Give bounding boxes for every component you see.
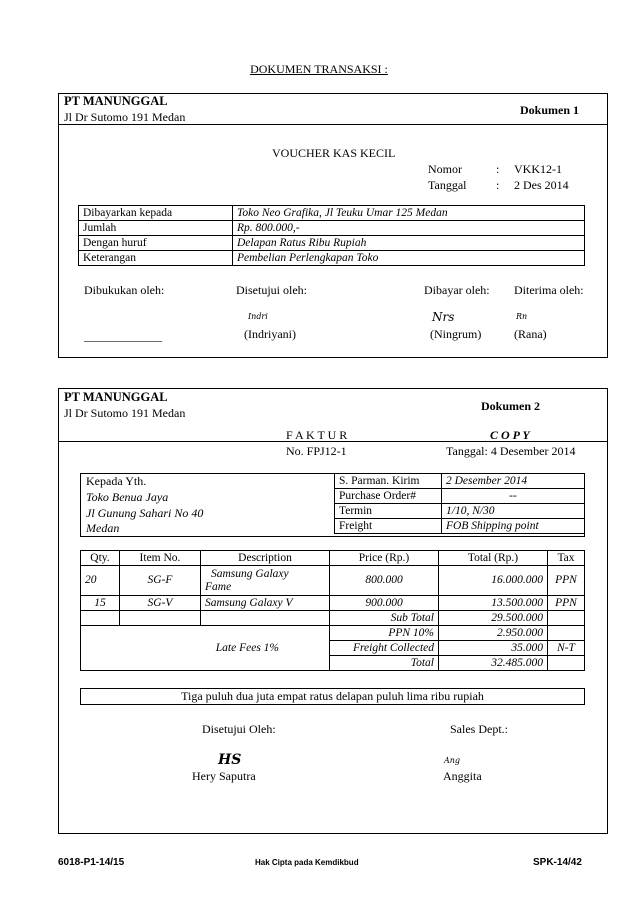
diterima-label: Diterima oleh: — [514, 283, 584, 297]
tanggal-label: Tanggal — [428, 178, 467, 192]
shipping-value: FOB Shipping point — [442, 519, 585, 534]
voucher-row-label: Dibayarkan kepada — [79, 206, 233, 221]
anggita-signature: Ang — [444, 756, 461, 765]
summary-tax — [548, 626, 585, 641]
col-header: Description — [201, 551, 330, 566]
late-fees: Late Fees 1% — [81, 626, 330, 671]
doc1-header-divider — [58, 124, 608, 125]
item-qty: 20 — [81, 566, 120, 596]
dibukukan-blank-line: _____________ — [84, 329, 162, 343]
voucher-row-value: Delapan Ratus Ribu Rupiah — [233, 236, 585, 251]
item-qty: 15 — [81, 596, 120, 611]
item-no: SG-V — [120, 596, 201, 611]
footer-page: SPK-14/42 — [533, 857, 582, 868]
voucher-title: VOUCHER KAS KECIL — [272, 146, 396, 160]
items-table — [80, 550, 585, 671]
col-header: Qty. — [81, 551, 120, 566]
faktur-number: No. FPJ12-1 — [286, 444, 347, 458]
table-header-row — [81, 551, 585, 566]
amount-in-words: Tiga puluh dua juta empat ratus delapan puluh lima ribu rupiah — [181, 689, 484, 703]
shipping-label: S. Parman. Kirim — [335, 474, 442, 489]
item-desc-line-2: Fame — [205, 580, 232, 593]
table-row — [335, 489, 585, 504]
table-row — [81, 626, 585, 641]
ningrum-name: (Ningrum) — [430, 327, 482, 341]
shipping-label: Freight — [335, 519, 442, 534]
doc1-label: Dokumen 1 — [520, 103, 580, 117]
doc1-address: Jl Dr Sutomo 191 Medan — [64, 110, 186, 124]
shipping-label: Purchase Order# — [335, 489, 442, 504]
copy-label: C O P Y — [490, 428, 530, 442]
table-row — [79, 221, 585, 236]
item-price: 900.000 — [330, 596, 439, 611]
customer-line-2: Toko Benua Jaya — [86, 490, 169, 504]
customer-line-1: Kepada Yth. — [86, 474, 147, 488]
faktur-date: Tanggal: 4 Desember 2014 — [446, 444, 576, 458]
disetujui-label: Disetujui oleh: — [236, 283, 307, 297]
shipping-value: 1/10, N/30 — [442, 504, 585, 519]
item-desc-line-1: Samsung Galaxy — [211, 567, 289, 580]
empty-cell — [201, 611, 330, 626]
customer-line-3: Jl Gunung Sahari No 40 — [86, 506, 204, 520]
item-no: SG-F — [120, 566, 201, 596]
footer-copyright: Hak Cipta pada Kemdikbud — [255, 858, 359, 867]
empty-cell — [120, 611, 201, 626]
ningrum-signature: Nrs — [432, 310, 455, 324]
shipping-value: 2 Desember 2014 — [442, 474, 585, 489]
nomor-value: VKK12-1 — [514, 162, 562, 176]
item-total: 13.500.000 — [439, 596, 548, 611]
doc2-address: Jl Dr Sutomo 191 Medan — [64, 406, 186, 420]
summary-label: Freight Collected — [330, 641, 439, 656]
summary-label: Sub Total — [330, 611, 439, 626]
summary-value: 2.950.000 — [439, 626, 548, 641]
table-row — [81, 596, 585, 611]
doc2-company: PT MANUNGGAL — [64, 390, 168, 404]
col-header: Price (Rp.) — [330, 551, 439, 566]
voucher-row-value: Toko Neo Grafika, Jl Teuku Umar 125 Medan — [233, 206, 585, 221]
summary-value: 35.000 — [439, 641, 548, 656]
hery-name: Hery Saputra — [192, 769, 256, 783]
table-row — [335, 519, 585, 534]
empty-cell — [81, 611, 120, 626]
table-row — [81, 566, 585, 596]
voucher-row-label: Jumlah — [79, 221, 233, 236]
page-title: DOKUMEN TRANSAKSI : — [250, 62, 388, 76]
indriyani-name: (Indriyani) — [244, 327, 296, 341]
customer-line-4: Medan — [86, 521, 120, 535]
item-total: 16.000.000 — [439, 566, 548, 596]
summary-label: PPN 10% — [330, 626, 439, 641]
voucher-details-table — [78, 205, 585, 266]
voucher-row-value: Rp. 800.000,- — [233, 221, 585, 236]
table-row — [79, 206, 585, 221]
table-row — [79, 251, 585, 266]
tanggal-value: 2 Des 2014 — [514, 178, 569, 192]
footer-code: 6018-P1-14/15 — [58, 857, 125, 868]
approved-label: Disetujui Oleh: — [202, 722, 276, 736]
item-description — [201, 566, 330, 596]
shipping-label: Termin — [335, 504, 442, 519]
faktur-title: F A K T U R — [286, 428, 348, 442]
summary-label: Total — [330, 656, 439, 671]
shipping-value: -- — [442, 489, 585, 504]
summary-tax: N-T — [548, 641, 585, 656]
summary-value: 32.485.000 — [439, 656, 548, 671]
voucher-row-label: Keterangan — [79, 251, 233, 266]
indriyani-signature: Indri — [248, 312, 268, 321]
summary-tax — [548, 611, 585, 626]
item-tax: PPN — [548, 566, 585, 596]
voucher-row-value: Pembelian Perlengkapan Toko — [233, 251, 585, 266]
tanggal-colon: : — [496, 178, 500, 192]
table-row — [335, 504, 585, 519]
summary-value: 29.500.000 — [439, 611, 548, 626]
item-tax: PPN — [548, 596, 585, 611]
nomor-colon: : — [496, 162, 500, 176]
item-price: 800.000 — [330, 566, 439, 596]
table-row — [81, 611, 585, 626]
col-header: Item No. — [120, 551, 201, 566]
col-header: Tax — [548, 551, 585, 566]
shipping-table — [334, 473, 585, 534]
col-header: Total (Rp.) — [439, 551, 548, 566]
rana-signature: Rn — [516, 312, 528, 321]
summary-tax — [548, 656, 585, 671]
dibukukan-label: Dibukukan oleh: — [84, 283, 165, 297]
voucher-row-label: Dengan huruf — [79, 236, 233, 251]
dibayar-label: Dibayar oleh: — [424, 283, 490, 297]
nomor-label: Nomor — [428, 162, 462, 176]
doc2-label: Dokumen 2 — [481, 399, 541, 413]
doc1-company: PT MANUNGGAL — [64, 94, 168, 108]
item-description: Samsung Galaxy V — [201, 596, 330, 611]
rana-name: (Rana) — [514, 327, 547, 341]
table-row — [79, 236, 585, 251]
sales-dept-label: Sales Dept.: — [450, 722, 508, 736]
table-row — [335, 474, 585, 489]
hery-signature: HS — [218, 752, 242, 768]
anggita-name: Anggita — [443, 769, 482, 783]
